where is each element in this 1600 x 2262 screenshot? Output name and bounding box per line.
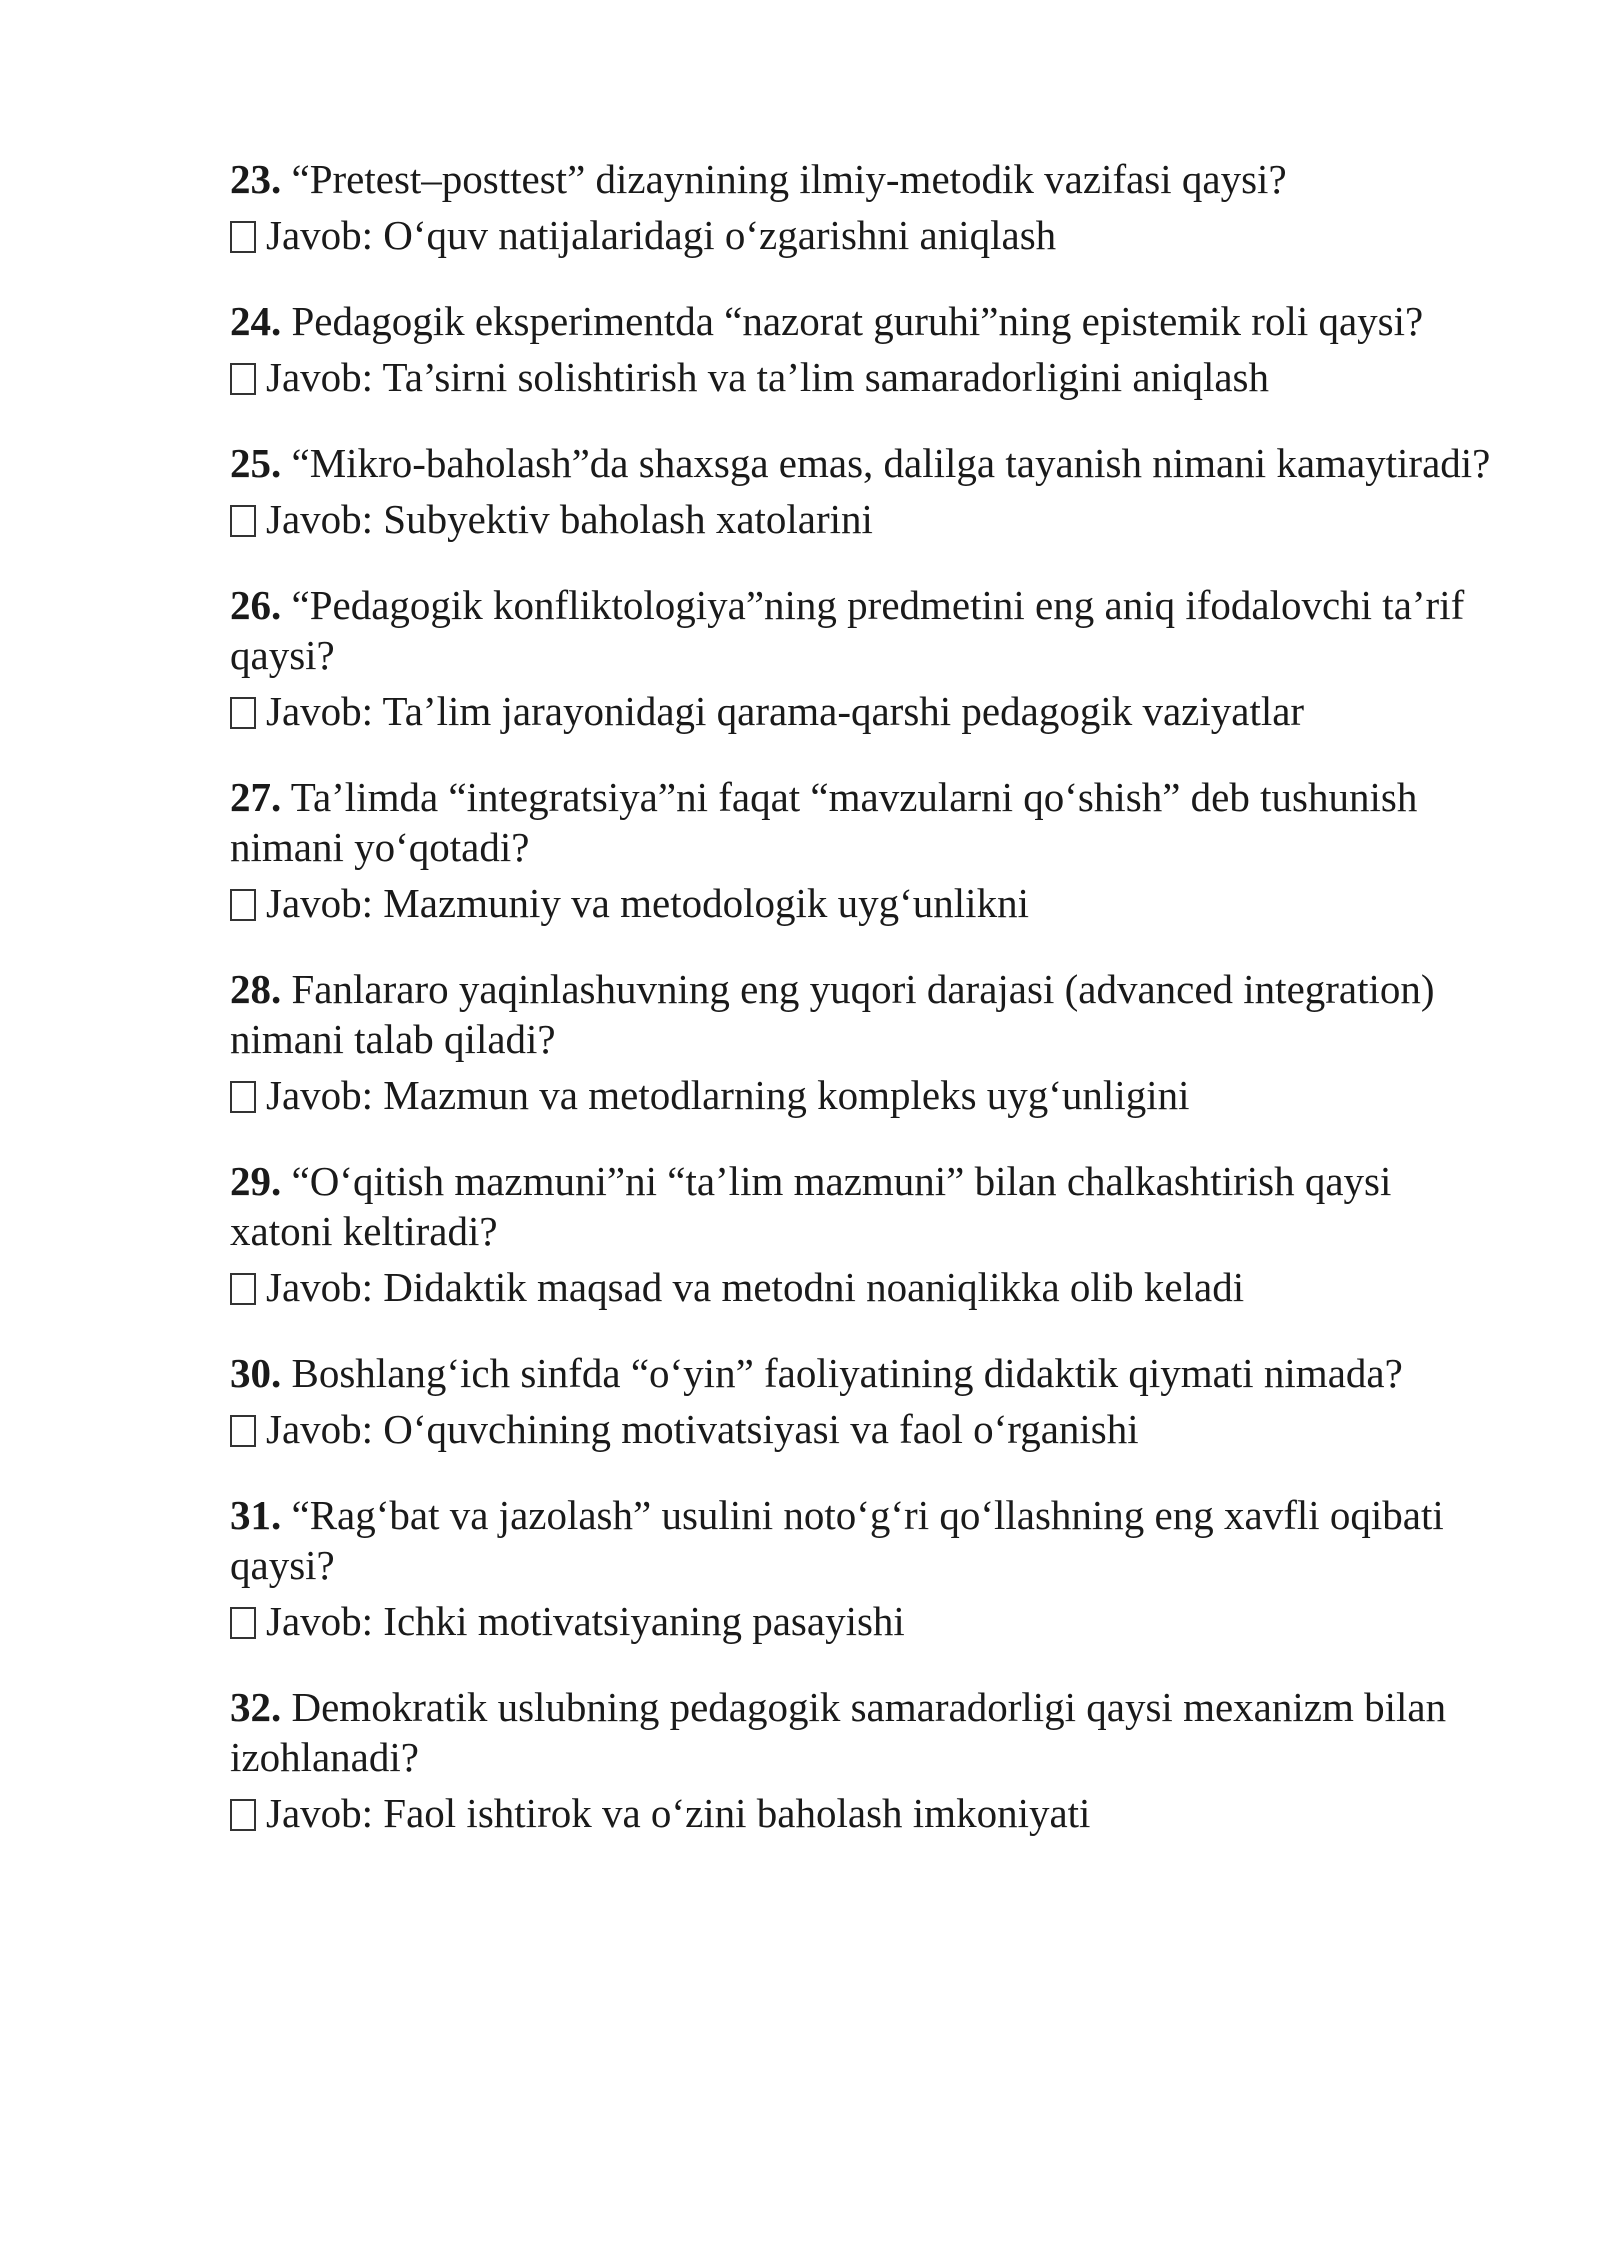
answer-text: Javob: O‘quv natijalaridagi o‘zgarishni aniqlash <box>266 212 1057 258</box>
answer-text: Javob: Mazmuniy va metodologik uyg‘unlikni <box>266 880 1029 926</box>
question-text <box>230 1156 1500 1256</box>
question-text <box>230 964 1500 1064</box>
question-number: 28. <box>230 966 282 1012</box>
answer-line <box>230 1788 1500 1838</box>
question-number: 23. <box>230 156 282 202</box>
answer-text: Javob: Mazmun va metodlarning kompleks uyg‘unligini <box>266 1072 1190 1118</box>
answer-line <box>230 210 1500 260</box>
question-text <box>230 1348 1500 1398</box>
answer-text: Javob: Ta’sirni solishtirish va ta’lim samaradorligini aniqlash <box>266 354 1269 400</box>
question-number: 24. <box>230 298 282 344</box>
checkbox-icon <box>230 889 256 921</box>
checkbox-icon <box>230 1607 256 1639</box>
checkbox-icon <box>230 221 256 253</box>
checkbox-icon <box>230 1799 256 1831</box>
question-block-27 <box>230 772 1500 928</box>
question-text <box>230 772 1500 872</box>
question-body: Demokratik uslubning pedagogik samaradorligi qaysi mexanizm bilan izohlanadi? <box>230 1684 1447 1780</box>
answer-line <box>230 1596 1500 1646</box>
question-block-29 <box>230 1156 1500 1312</box>
question-text <box>230 154 1500 204</box>
question-text <box>230 580 1500 680</box>
checkbox-icon <box>230 363 256 395</box>
answer-text: Javob: Didaktik maqsad va metodni noaniqlikka olib keladi <box>266 1264 1245 1310</box>
question-block-28 <box>230 964 1500 1120</box>
question-body: Boshlang‘ich sinfda “o‘yin” faoliyatining didaktik qiymati nimada? <box>291 1350 1403 1396</box>
question-block-26 <box>230 580 1500 736</box>
question-body: Ta’limda “integratsiya”ni faqat “mavzularni qo‘shish” deb tushunish nimani yo‘qotadi? <box>230 774 1418 870</box>
question-number: 32. <box>230 1684 282 1730</box>
question-text <box>230 438 1500 488</box>
question-number: 29. <box>230 1158 282 1204</box>
checkbox-icon <box>230 1081 256 1113</box>
question-block-24 <box>230 296 1500 402</box>
question-number: 27. <box>230 774 282 820</box>
question-body: “Mikro-baholash”da shaxsga emas, dalilga tayanish nimani kamaytiradi? <box>291 440 1491 486</box>
checkbox-icon <box>230 697 256 729</box>
question-text <box>230 1490 1500 1590</box>
question-block-32 <box>230 1682 1500 1838</box>
answer-line <box>230 686 1500 736</box>
checkbox-icon <box>230 1273 256 1305</box>
document-page <box>230 154 1500 1874</box>
question-body: “O‘qitish mazmuni”ni “ta’lim mazmuni” bilan chalkashtirish qaysi xatoni keltiradi? <box>230 1158 1392 1254</box>
question-number: 31. <box>230 1492 282 1538</box>
answer-line <box>230 1404 1500 1454</box>
answer-line <box>230 1070 1500 1120</box>
answer-text: Javob: Ta’lim jarayonidagi qarama-qarshi pedagogik vaziyatlar <box>266 688 1305 734</box>
question-body: “Pedagogik konfliktologiya”ning predmetini eng aniq ifodalovchi ta’rif qaysi? <box>230 582 1465 678</box>
question-text <box>230 1682 1500 1782</box>
answer-text: Javob: O‘quvchining motivatsiyasi va faol o‘rganishi <box>266 1406 1139 1452</box>
answer-text: Javob: Ichki motivatsiyaning pasayishi <box>266 1598 905 1644</box>
checkbox-icon <box>230 505 256 537</box>
answer-text: Javob: Faol ishtirok va o‘zini baholash imkoniyati <box>266 1790 1091 1836</box>
question-number: 30. <box>230 1350 282 1396</box>
question-body: Fanlararo yaqinlashuvning eng yuqori darajasi (advanced integration) nimani talab qiladi? <box>230 966 1435 1062</box>
checkbox-icon <box>230 1415 256 1447</box>
question-block-31 <box>230 1490 1500 1646</box>
question-text <box>230 296 1500 346</box>
answer-text: Javob: Subyektiv baholash xatolarini <box>266 496 873 542</box>
question-block-25 <box>230 438 1500 544</box>
question-body: “Pretest–posttest” dizaynining ilmiy-metodik vazifasi qaysi? <box>291 156 1287 202</box>
question-number: 25. <box>230 440 282 486</box>
question-block-30 <box>230 1348 1500 1454</box>
question-body: Pedagogik eksperimentda “nazorat guruhi”ning epistemik roli qaysi? <box>291 298 1424 344</box>
question-body: “Rag‘bat va jazolash” usulini noto‘g‘ri qo‘llashning eng xavfli oqibati qaysi? <box>230 1492 1444 1588</box>
answer-line <box>230 878 1500 928</box>
answer-line <box>230 352 1500 402</box>
question-number: 26. <box>230 582 282 628</box>
answer-line <box>230 1262 1500 1312</box>
question-block-23 <box>230 154 1500 260</box>
answer-line <box>230 494 1500 544</box>
